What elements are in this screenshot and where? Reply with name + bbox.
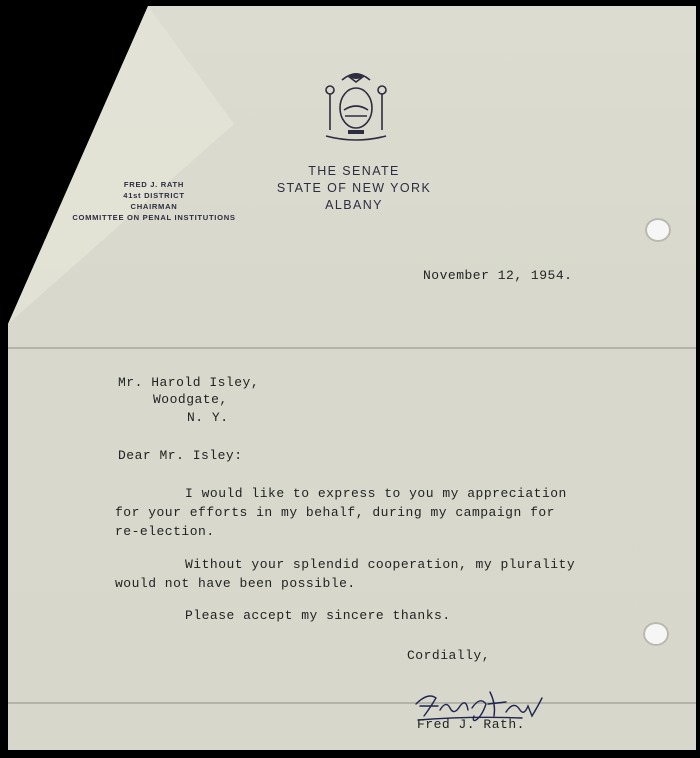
salutation: Dear Mr. Isley: [118, 448, 243, 463]
paragraph-line: would not have been possible. [115, 576, 356, 591]
paragraph-line: Without your splendid cooperation, my plurality [185, 557, 576, 572]
paragraph-line: I would like to express to you my appreciation [185, 486, 567, 501]
paragraph-line: re-election. [115, 524, 215, 539]
paragraph-line: for your efforts in my behalf, during my campaign for [115, 505, 555, 520]
signer-name: Fred J. Rath. [417, 717, 525, 732]
recipient-state: N. Y. [187, 410, 229, 425]
state-seal-icon [318, 66, 394, 144]
member-committee: COMMITTEE ON PENAL INSTITUTIONS [72, 213, 236, 222]
letter-date: November 12, 1954. [423, 268, 573, 283]
member-title: CHAIRMAN [130, 202, 178, 211]
recipient-town: Woodgate, [153, 392, 228, 407]
recipient-name: Mr. Harold Isley, [118, 375, 260, 390]
member-district: 41st DISTRICT [123, 191, 185, 200]
punch-hole [645, 218, 671, 242]
paragraph-thanks: Please accept my sincere thanks. [185, 608, 451, 623]
senate-title: THE SENATE [308, 164, 400, 178]
state-title: STATE OF NEW YORK [276, 181, 432, 195]
city-title: ALBANY [325, 198, 383, 212]
senate-heading [262, 163, 446, 214]
punch-hole [643, 622, 669, 646]
member-block [66, 179, 242, 223]
fold-crease [8, 702, 696, 704]
paragraph-appreciation [115, 484, 567, 541]
paragraph-cooperation [115, 555, 575, 593]
fold-crease [8, 347, 696, 349]
closing: Cordially, [407, 648, 491, 663]
member-name: FRED J. RATH [123, 180, 185, 189]
